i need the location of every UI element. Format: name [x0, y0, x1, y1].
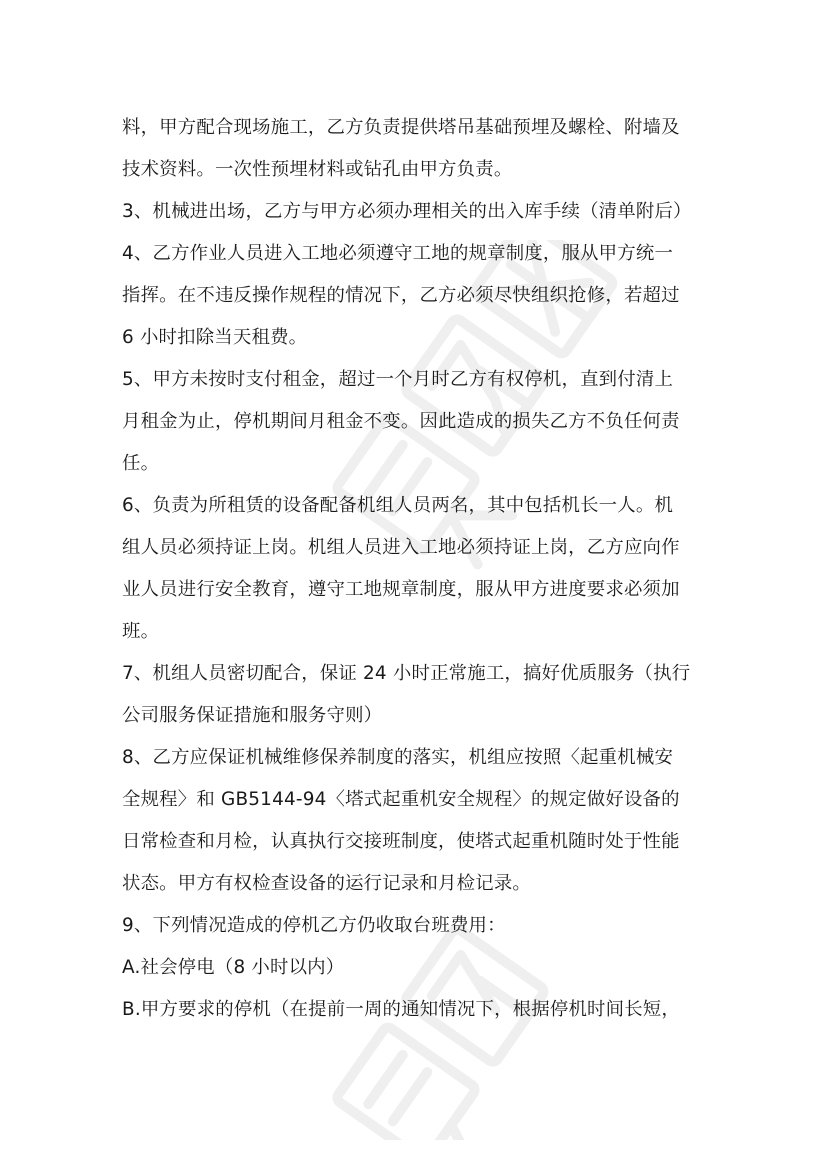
text-line: 8、乙方应保证机械维修保养制度的落实，机组应按照〈起重机械安: [122, 747, 674, 768]
text-line: 技术资料。一次性预埋材料或钻孔由甲方负责。: [122, 159, 513, 180]
text-line: 任。: [122, 453, 160, 474]
text-line: 月租金为止，停机期间月租金不变。因此造成的损失乙方不负任何责: [122, 411, 680, 432]
text-line: 4、乙方作业人员进入工地必须遵守工地的规章制度，服从甲方统一: [122, 243, 674, 264]
document-body: [122, 107, 712, 1031]
text-line: 9、下列情况造成的停机乙方仍收取台班费用：: [122, 915, 506, 936]
text-line: 5、甲方未按时支付租金，超过一个月时乙方有权停机，直到付清上: [122, 369, 674, 390]
text-line: 业人员进行安全教育，遵守工地规章制度，服从甲方进度要求必须加: [122, 579, 680, 600]
text-line: B.甲方要求的停机（在提前一周的通知情况下，根据停机时间长短，: [122, 999, 680, 1020]
text-line: 6 小时扣除当天租费。: [122, 327, 308, 348]
text-line: 日常检查和月检，认真执行交接班制度，使塔式起重机随时处于性能: [122, 831, 680, 852]
text-line: 指挥。在不违反操作规程的情况下，乙方必须尽快组织抢修，若超过: [122, 285, 680, 306]
text-line: 班。: [122, 621, 160, 642]
text-line: 状态。甲方有权检查设备的运行记录和月检记录。: [122, 873, 531, 894]
text-line: 公司服务保证措施和服务守则）: [122, 705, 383, 726]
text-line: 6、负责为所租赁的设备配备机组人员两名，其中包括机长一人。机: [122, 495, 674, 516]
text-line: 7、机组人员密切配合，保证 24 小时正常施工，搞好优质服务（执行: [122, 663, 691, 684]
text-line: 组人员必须持证上岗。机组人员进入工地必须持证上岗，乙方应向作: [122, 537, 680, 558]
text-line: 全规程〉和 GB5144-94〈塔式起重机安全规程〉的规定做好设备的: [122, 789, 680, 810]
text-line: 料，甲方配合现场施工，乙方负责提供塔吊基础预埋及螺栓、附墙及: [122, 117, 680, 138]
text-line: 3、机械进出场，乙方与甲方必须办理相关的出入库手续（清单附后）: [122, 201, 692, 222]
text-line: A.社会停电（8 小时以内）: [122, 957, 345, 978]
